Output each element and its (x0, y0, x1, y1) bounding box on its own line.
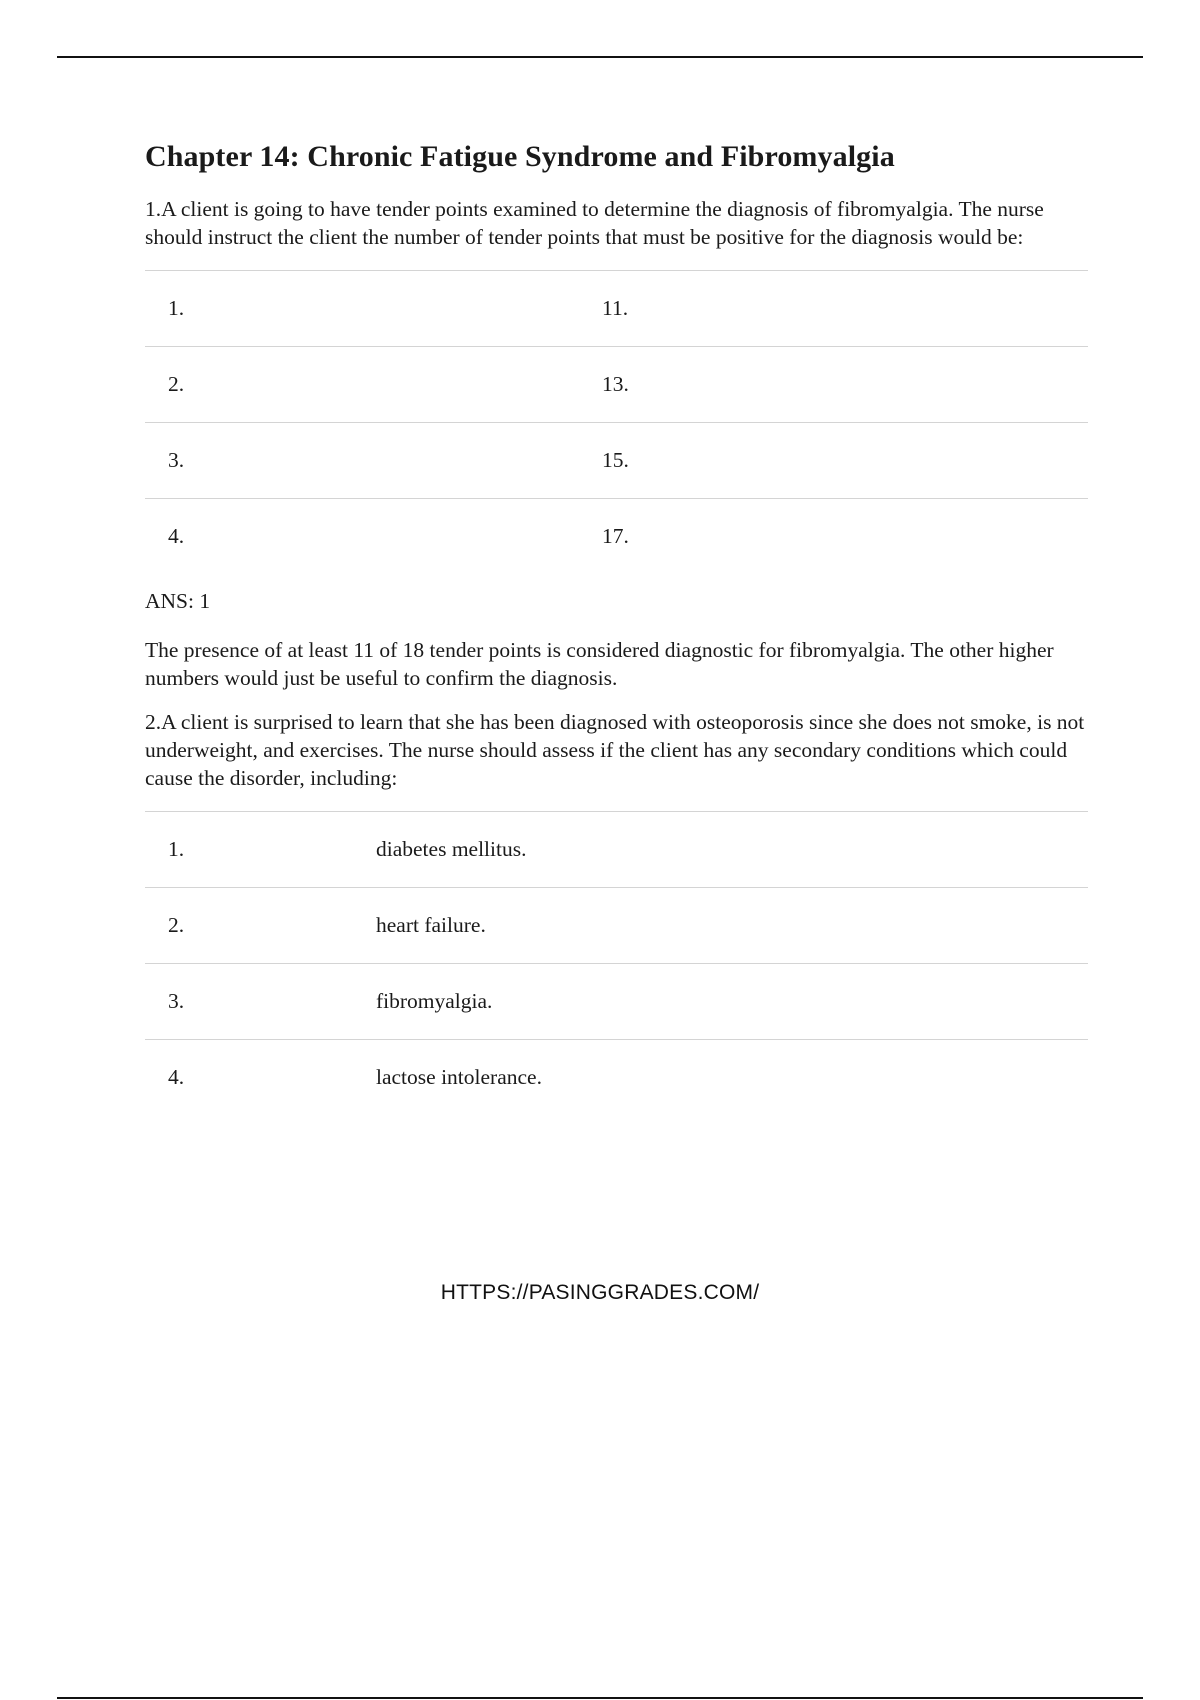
option-number: 4. (168, 523, 185, 548)
option-text: lactose intolerance. (376, 1064, 542, 1089)
option-number: 4. (168, 1064, 185, 1089)
bottom-rule (57, 1697, 1143, 1699)
top-rule (57, 56, 1143, 58)
option-row (145, 423, 1088, 499)
footer-url: HTTPS://PASINGGRADES.COM/ (440, 1281, 760, 1304)
question-2-stem: 2.A client is surprised to learn that she has been diagnosed with osteoporosis since she does not smoke, is not underweight, and exercises. The nurse should assess if the client has any secondary conditions which could cause the disorder, including: (145, 709, 1085, 790)
question-1-rationale: The presence of at least 11 of 18 tender points is considered diagnostic for fibromyalgia. The other higher numbers would just be useful to confirm the diagnosis. (145, 637, 1054, 690)
question-2-options (145, 811, 1088, 1115)
option-number: 2. (168, 912, 185, 937)
option-text: 17. (602, 523, 629, 548)
option-number: 3. (168, 447, 185, 472)
option-row (145, 1040, 1088, 1115)
option-row (145, 271, 1088, 347)
chapter-title: Chapter 14: Chronic Fatigue Syndrome and Fibromyalgia (145, 140, 895, 173)
option-row (145, 347, 1088, 423)
option-text: fibromyalgia. (376, 988, 493, 1013)
option-row (145, 964, 1088, 1040)
option-number: 1. (168, 295, 185, 320)
question-1-stem: 1.A client is going to have tender points examined to determine the diagnosis of fibromyalgia. The nurse should instruct the client the number of tender points that must be positive for the diagnosis would be: (145, 196, 1044, 249)
option-row (145, 812, 1088, 888)
option-number: 2. (168, 371, 185, 396)
question-1-options (145, 270, 1088, 574)
option-text: 15. (602, 447, 629, 472)
option-number: 3. (168, 988, 185, 1013)
option-number: 1. (168, 836, 185, 861)
option-text: 13. (602, 371, 629, 396)
question-1-answer: ANS: 1 (145, 588, 211, 613)
option-row (145, 499, 1088, 574)
option-text: heart failure. (376, 912, 486, 937)
option-row (145, 888, 1088, 964)
option-text: diabetes mellitus. (376, 836, 527, 861)
option-text: 11. (602, 295, 629, 320)
page-content (145, 140, 1088, 1115)
